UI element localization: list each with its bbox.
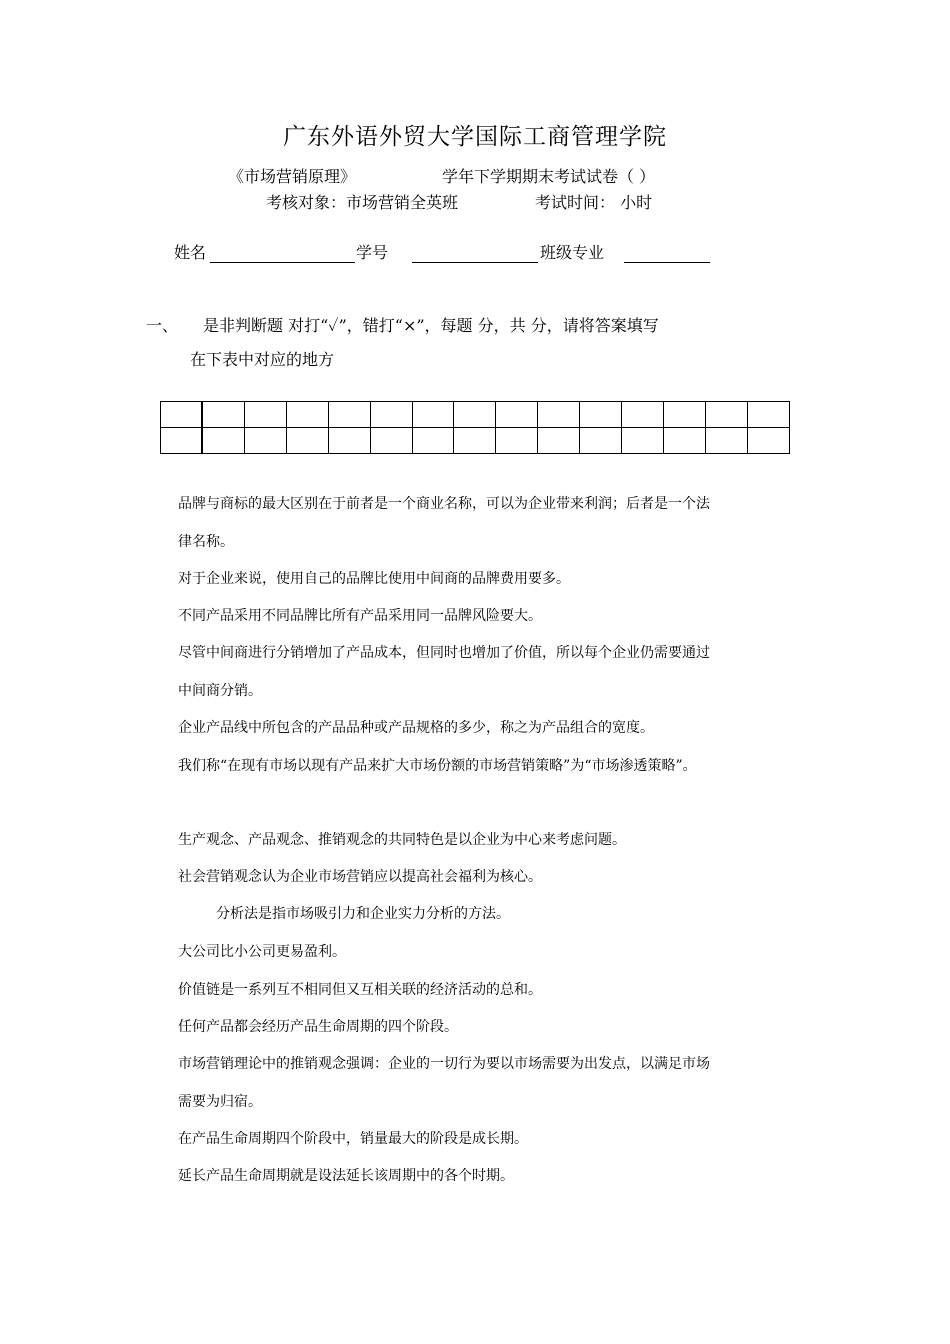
answer-cell[interactable]	[496, 428, 538, 454]
question-line: 任何产品都会经历产品生命周期的四个阶段。	[178, 1019, 458, 1035]
answer-row	[161, 428, 790, 454]
section-number: 一、	[146, 316, 179, 335]
semester-line: 学年下学期期末考试试卷（ ）	[442, 167, 656, 186]
answer-cell[interactable]	[370, 428, 412, 454]
question-line: 大公司比小公司更易盈利。	[178, 944, 346, 960]
answer-cell[interactable]	[286, 402, 328, 428]
answer-cell[interactable]	[580, 402, 622, 428]
question-line: 我们称“在现有市场以现有产品来扩大市场份额的市场营销策略”为“市场渗透策略”。	[178, 758, 697, 774]
question-line: 在产品生命周期四个阶段中，销量最大的阶段是成长期。	[178, 1131, 528, 1147]
answer-cell[interactable]	[622, 402, 664, 428]
answer-cell[interactable]	[202, 428, 244, 454]
question-line: 生产观念、产品观念、推销观念的共同特色是以企业为中心来考虑问题。	[178, 832, 626, 848]
student-id-label: 学号	[356, 243, 389, 262]
class-major-blank[interactable]	[624, 244, 710, 263]
question-line: 社会营销观念认为企业市场营销应以提高社会福利为核心。	[178, 869, 542, 885]
answer-cell[interactable]	[580, 428, 622, 454]
answer-cell[interactable]	[286, 428, 328, 454]
question-line: 企业产品线中所包含的产品品种或产品规格的多少，称之为产品组合的宽度。	[178, 720, 654, 736]
question-line: 需要为归宿。	[178, 1094, 262, 1110]
section-instruction-cont: 在下表中对应的地方	[190, 350, 335, 369]
exam-time: 考试时间： 小时	[535, 193, 653, 212]
answer-cell[interactable]	[747, 402, 789, 428]
answer-cell[interactable]	[202, 402, 244, 428]
answer-cell[interactable]	[328, 402, 370, 428]
answer-cell[interactable]	[622, 428, 664, 454]
class-major-label: 班级专业	[540, 243, 605, 262]
question-line: 价值链是一系列互不相同但又互相关联的经济活动的总和。	[178, 982, 542, 998]
exam-audience: 考核对象：市场营销全英班	[266, 193, 459, 212]
student-id-blank[interactable]	[412, 244, 538, 263]
answer-cell[interactable]	[705, 428, 747, 454]
answer-cell[interactable]	[161, 428, 203, 454]
answer-cell[interactable]	[538, 428, 580, 454]
answer-cell[interactable]	[538, 402, 580, 428]
document-title: 广东外语外贸大学国际工商管理学院	[283, 124, 667, 150]
answer-cell[interactable]	[161, 402, 203, 428]
answer-cell[interactable]	[244, 402, 286, 428]
answer-cell[interactable]	[705, 402, 747, 428]
answer-table	[160, 401, 790, 454]
answer-cell[interactable]	[244, 428, 286, 454]
question-line: 对于企业来说，使用自己的品牌比使用中间商的品牌费用要多。	[178, 571, 570, 587]
answer-cell[interactable]	[747, 428, 789, 454]
question-line: 市场营销理论中的推销观念强调：企业的一切行为要以市场需要为出发点，以满足市场	[178, 1056, 710, 1072]
answer-row	[161, 402, 790, 428]
question-line: 分析法是指市场吸引力和企业实力分析的方法。	[216, 906, 510, 922]
answer-cell[interactable]	[664, 428, 706, 454]
answer-cell[interactable]	[454, 402, 496, 428]
answer-cell[interactable]	[370, 402, 412, 428]
answer-cell[interactable]	[412, 428, 454, 454]
answer-cell[interactable]	[454, 428, 496, 454]
answer-cell[interactable]	[496, 402, 538, 428]
question-line: 律名称。	[178, 534, 234, 550]
name-label: 姓名	[174, 243, 207, 262]
name-blank[interactable]	[210, 244, 355, 263]
question-line: 品牌与商标的最大区别在于前者是一个商业名称，可以为企业带来利润；后者是一个法	[178, 496, 710, 512]
course-name: 《市场营销原理》	[228, 167, 357, 186]
section-instruction: 是非判断题 对打“✓”，错打“×”，每题 分，共 分，请将答案填写	[203, 316, 659, 335]
answer-cell[interactable]	[328, 428, 370, 454]
answer-cell[interactable]	[664, 402, 706, 428]
question-line: 中间商分销。	[178, 683, 262, 699]
question-line: 尽管中间商进行分销增加了产品成本，但同时也增加了价值，所以每个企业仍需要通过	[178, 645, 710, 661]
question-line: 延长产品生命周期就是设法延长该周期中的各个时期。	[178, 1168, 514, 1184]
answer-cell[interactable]	[412, 402, 454, 428]
question-line: 不同产品采用不同品牌比所有产品采用同一品牌风险要大。	[178, 608, 542, 624]
